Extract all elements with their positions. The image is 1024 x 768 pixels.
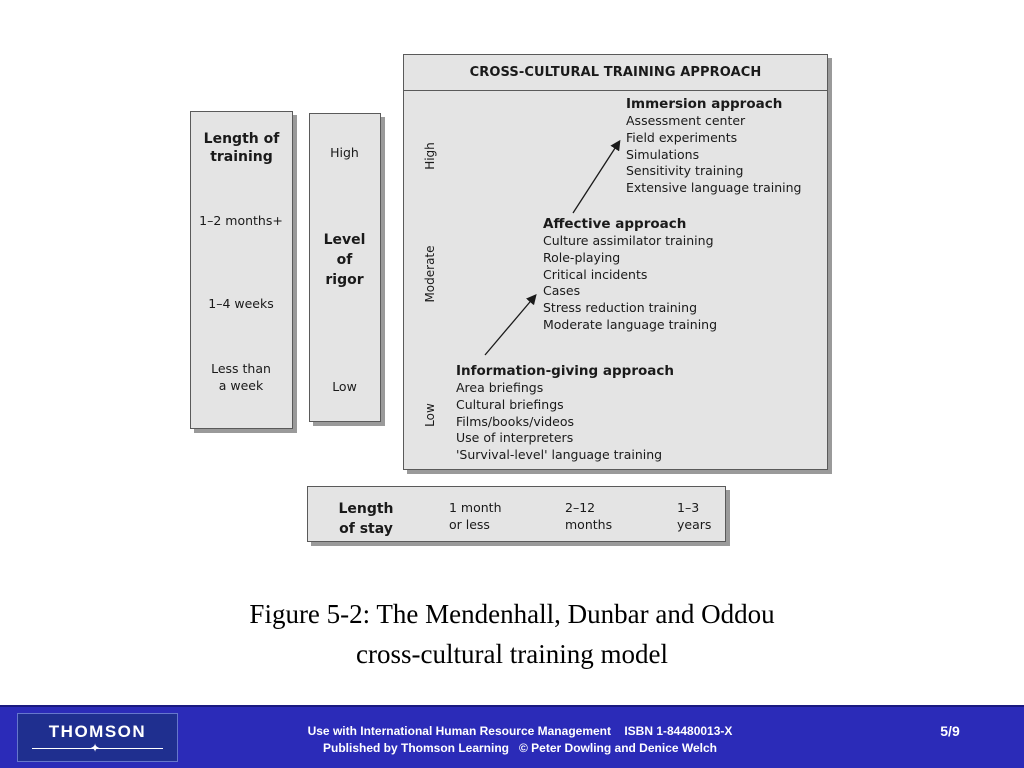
thomson-logo xyxy=(17,713,178,762)
figure-caption-line2: cross-cultural training model xyxy=(356,639,668,669)
figure-caption xyxy=(0,594,1024,674)
rigor-low-label: Low xyxy=(332,379,357,394)
length-of-training-panel xyxy=(190,111,293,429)
page-number: 5/9 xyxy=(940,723,960,739)
stay-period-medium xyxy=(565,499,612,533)
footer-line2: Published by Thomson Learning © Peter Dowling and Denice Welch xyxy=(322,741,717,755)
training-level-long: 1–2 months+ xyxy=(199,213,283,228)
list-item: Simulations xyxy=(626,146,700,162)
progression-arrows xyxy=(404,55,826,468)
stay-period-line1: 1–3 xyxy=(677,500,700,515)
stay-period-line2: or less xyxy=(449,517,490,532)
level-of-rigor-title: Level of rigor xyxy=(323,232,366,288)
list-item: Extensive language training xyxy=(626,180,802,196)
stay-period-line2: months xyxy=(565,517,613,532)
arrow-affective-to-immersion xyxy=(573,142,619,213)
list-item: Assessment center xyxy=(626,113,746,128)
list-item: Moderate language training xyxy=(543,316,718,332)
list-item: 'Survival-level' language training xyxy=(456,447,663,463)
list-item: Stress reduction training xyxy=(543,300,698,316)
list-item: Sensitivity training xyxy=(626,163,744,179)
length-of-training-title: Length of training xyxy=(203,131,280,165)
axis-high-label: High xyxy=(423,142,437,170)
rigor-high-label: High xyxy=(330,145,359,160)
list-item: Critical incidents xyxy=(543,266,648,282)
list-item: Cases xyxy=(543,283,581,299)
list-item: Films/books/videos xyxy=(456,413,574,429)
axis-low-label: Low xyxy=(423,403,437,427)
axis-moderate-label: Moderate xyxy=(423,245,437,303)
stay-period-line1: 1 month xyxy=(449,500,502,515)
level-of-rigor-panel xyxy=(309,113,381,422)
length-of-stay-panel xyxy=(307,486,726,542)
list-item: Field experiments xyxy=(626,129,738,145)
list-item: Use of interpreters xyxy=(456,430,574,446)
thomson-logo-text: THOMSON xyxy=(48,722,147,741)
training-approach-panel xyxy=(403,54,828,470)
list-item: Cultural briefings xyxy=(456,396,564,412)
list-item: Area briefings xyxy=(456,380,544,395)
training-approach-title: CROSS-CULTURAL TRAINING APPROACH xyxy=(404,55,827,91)
length-of-stay-title xyxy=(330,499,402,539)
footer-credits xyxy=(230,723,810,757)
affective-approach-title: Affective approach xyxy=(543,216,687,232)
stay-period-line1: 2–12 xyxy=(565,500,596,515)
list-item: Culture assimilator training xyxy=(543,233,714,248)
arrow-info-to-affective xyxy=(485,296,535,355)
stay-period-long xyxy=(677,499,711,533)
immersion-approach-title: Immersion approach xyxy=(626,96,783,112)
length-of-stay-title-line2: of stay xyxy=(339,521,393,537)
training-level-short: Less than a week xyxy=(211,361,271,393)
information-giving-approach-title: Information-giving approach xyxy=(456,363,674,379)
stay-period-line2: years xyxy=(677,517,712,532)
stay-period-short xyxy=(449,499,502,533)
star-icon: ✦ xyxy=(90,741,101,755)
training-level-medium: 1–4 weeks xyxy=(208,296,274,311)
length-of-stay-title-line1: Length xyxy=(338,501,394,517)
figure-caption-line1: Figure 5-2: The Mendenhall, Dunbar and Oddou xyxy=(249,599,775,629)
footer-bar xyxy=(0,705,1024,768)
footer-line1: Use with International Human Resource Management ISBN 1-84480013-X xyxy=(307,724,733,738)
list-item: Role-playing xyxy=(543,249,621,265)
